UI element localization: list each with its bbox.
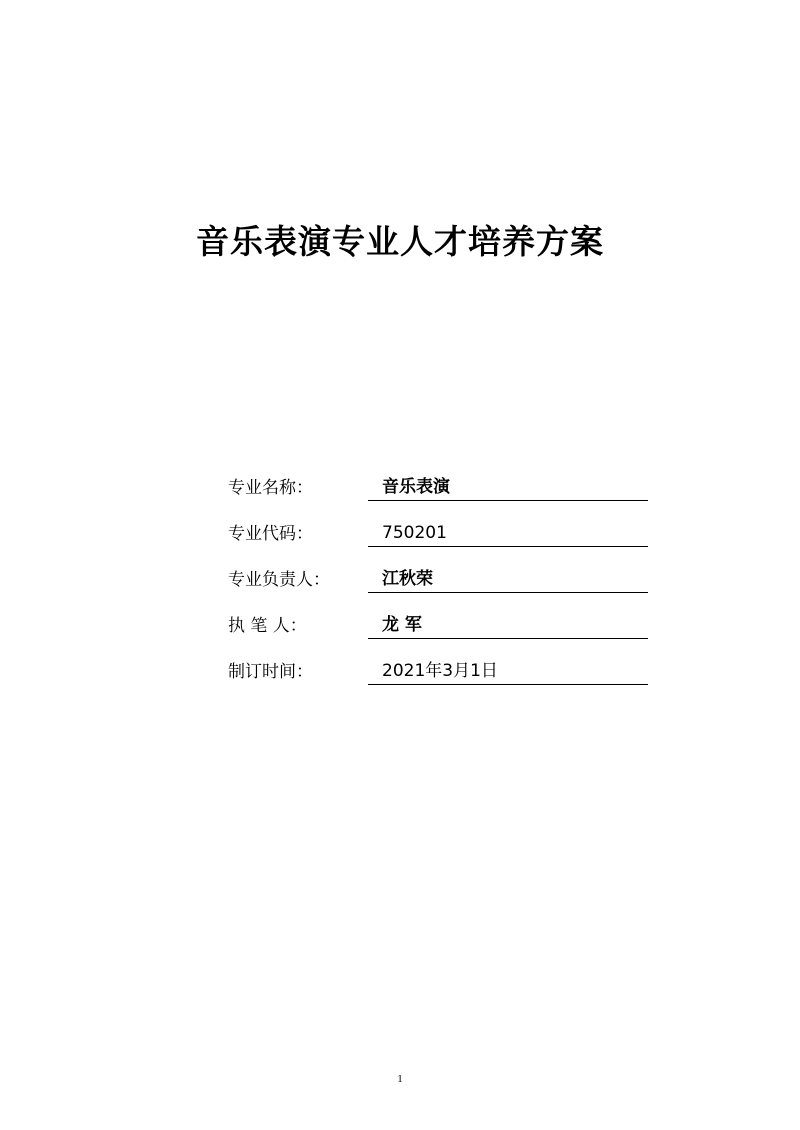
info-field-major-leader[interactable] (368, 566, 648, 593)
info-row-major-name (228, 455, 648, 501)
info-row-author (228, 593, 648, 639)
info-label-author: 执 笔 人： (228, 616, 307, 636)
info-label-major-code: 专业代码： (228, 524, 313, 544)
info-field-major-code[interactable] (368, 520, 648, 547)
info-row-major-code (228, 501, 648, 547)
info-row-major-leader (228, 547, 648, 593)
page-title: 音乐表演专业人才培养方案 (196, 222, 604, 261)
info-field-date[interactable] (368, 658, 648, 685)
info-field-author[interactable] (368, 612, 648, 639)
info-value-author: 龙 军 (382, 615, 422, 635)
info-field-major-name[interactable] (368, 474, 648, 501)
info-value-major-code: 750201 (382, 523, 447, 543)
info-row-date (228, 639, 648, 685)
info-value-date: 2021年3月1日 (382, 661, 498, 681)
info-value-major-name: 音乐表演 (382, 477, 450, 497)
info-value-major-leader: 江秋荣 (382, 569, 433, 589)
info-label-major-leader: 专业负责人： (228, 570, 330, 590)
info-label-date: 制订时间： (228, 662, 313, 682)
cover-info-block (228, 455, 648, 685)
info-label-major-name: 专业名称： (228, 478, 313, 498)
page-number: 1 (397, 1073, 403, 1085)
